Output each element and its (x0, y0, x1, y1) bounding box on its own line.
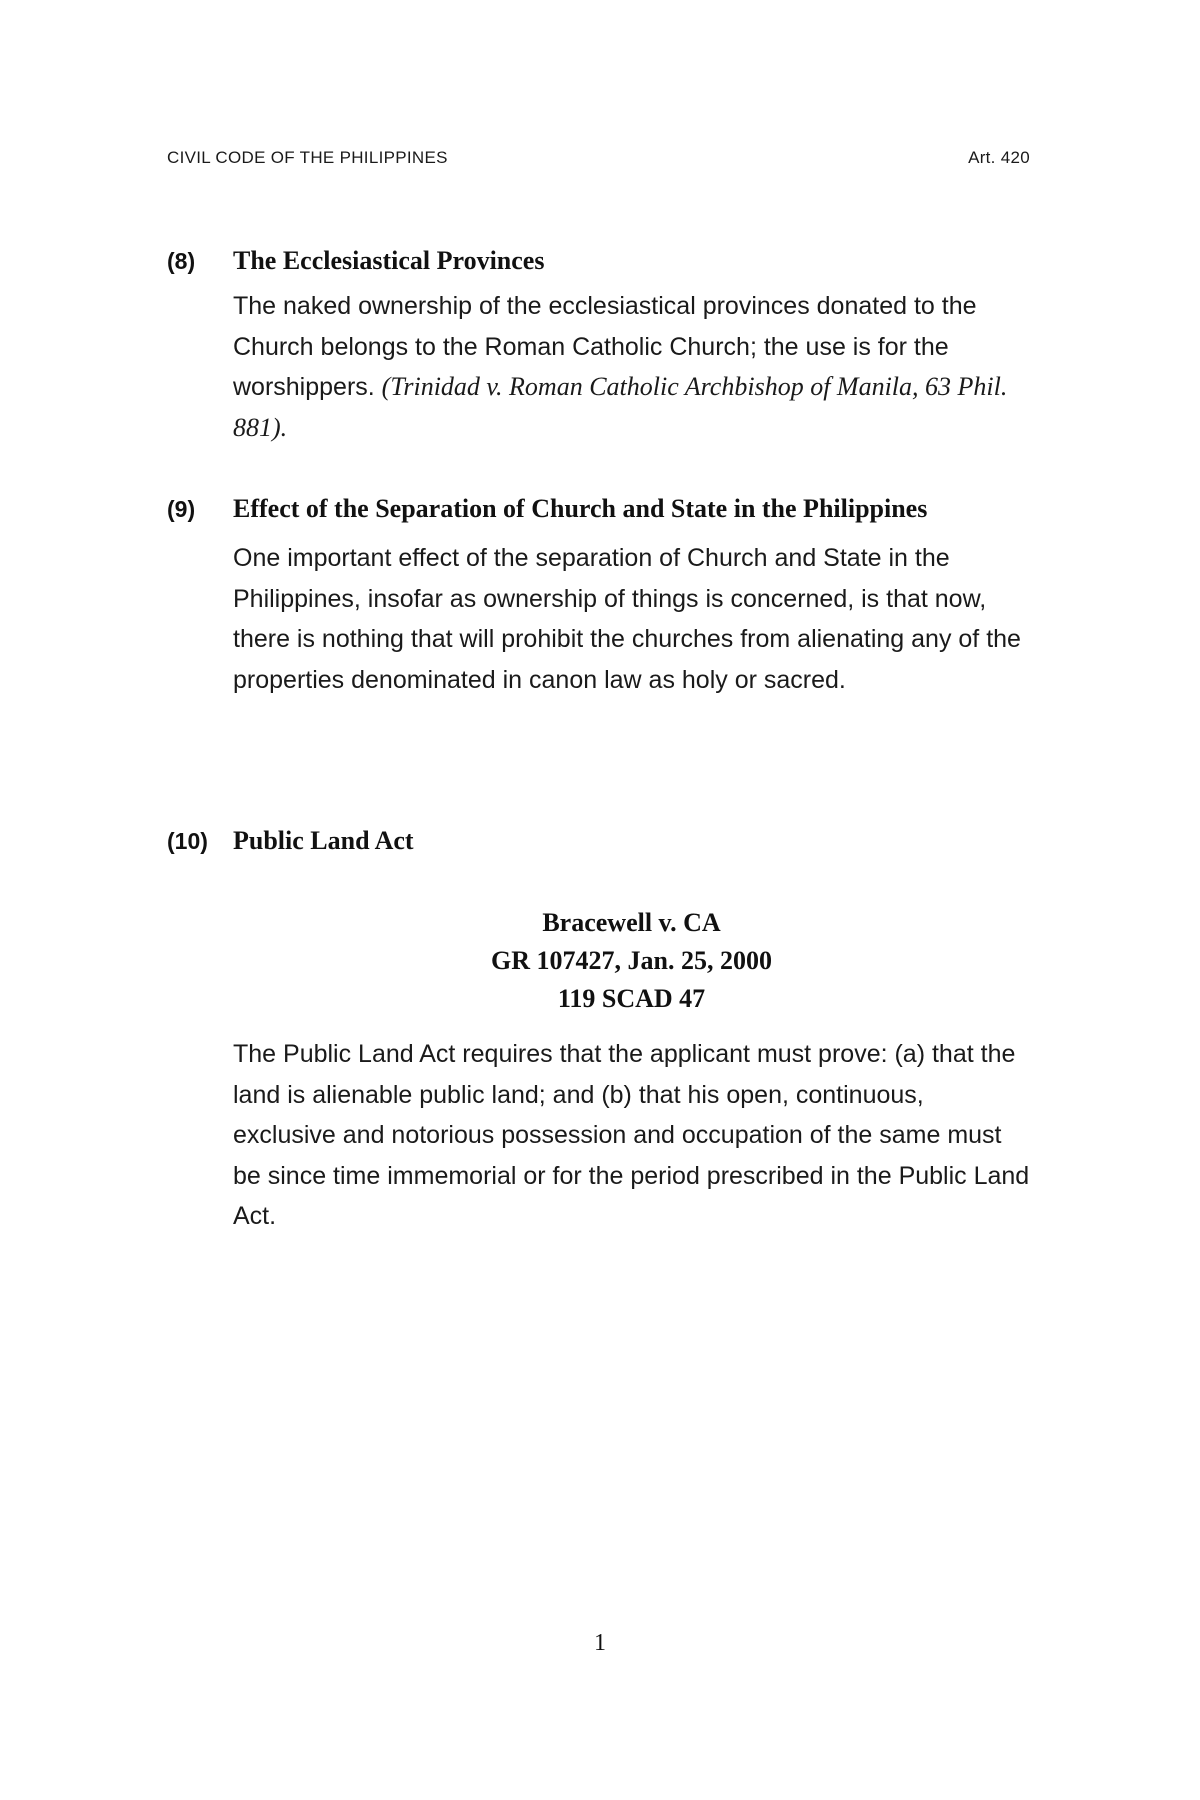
page-number: 1 (594, 1630, 606, 1656)
section-title: Public Land Act (233, 826, 414, 855)
running-header (167, 148, 1030, 168)
section-title: Effect of the Separation of Church and State in the Philippines (233, 494, 928, 523)
section-10 (167, 822, 1030, 860)
section-heading (167, 490, 1030, 528)
paragraph-text: One important effect of the separation of Church and State in the Philippines, insofar as ownership of things is concerned, is that now, there is nothing that will prohibit the churches from alienating any of the properties denominated in canon law as holy or sacred. (233, 544, 1021, 694)
section-paragraph (233, 286, 1030, 448)
paragraph-text: The naked ownership of the ecclesiastical provinces donated to the Church belongs to the Roman Catholic Church; the use is for the worshippers. (233, 292, 977, 401)
section-9 (167, 490, 1030, 700)
case-docket: GR 107427, Jan. 25, 2000 (491, 946, 772, 975)
section-title: The Ecclesiastical Provinces (233, 246, 545, 275)
case-report: 119 SCAD 47 (557, 984, 706, 1013)
case-name: Bracewell v. CA (542, 908, 721, 937)
header-article-ref: Art. 420 (968, 148, 1030, 167)
paragraph-text: The Public Land Act requires that the applicant must prove: (a) that the land is alienable public land; and (b) that his open, continuous, exclusive and notorious possession and occupation of the same must be since time immemorial or for the period prescribed in the Public Land Act. (233, 1040, 1030, 1230)
case-caption (167, 904, 1030, 1018)
section-number: (10) (167, 828, 208, 854)
case-citation: (Trinidad v. Roman Catholic Archbishop of Manila, 63 Phil. 881). (233, 372, 1008, 442)
section-paragraph (233, 1034, 1030, 1237)
section-heading (167, 242, 1030, 280)
section-paragraph (233, 538, 1030, 700)
section-heading (167, 822, 1030, 860)
header-book-title: CIVIL CODE OF THE PHILIPPINES (167, 148, 448, 167)
section-number: (8) (167, 248, 196, 274)
section-8 (167, 242, 1030, 448)
case-summary (167, 1034, 1030, 1237)
section-number: (9) (167, 496, 196, 522)
